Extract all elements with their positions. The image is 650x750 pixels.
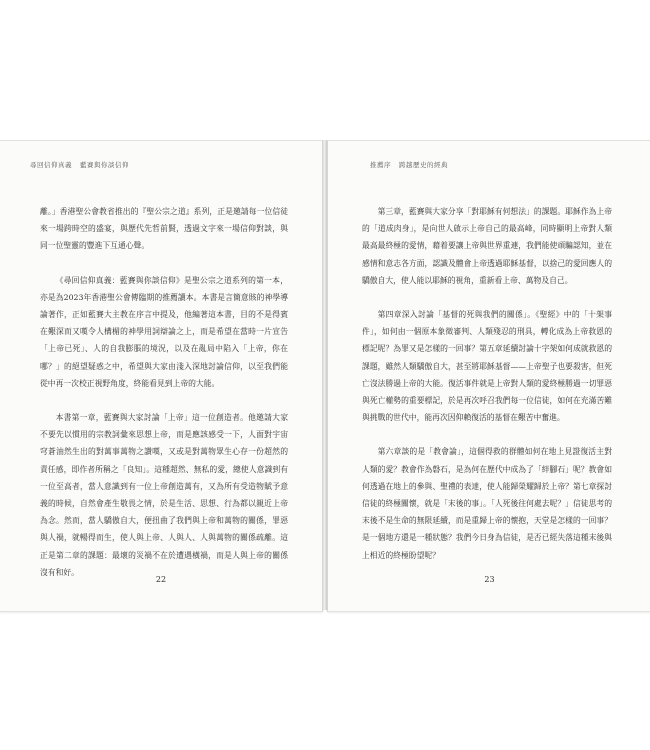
running-head-left: [30, 160, 129, 169]
paragraph: 本書第一章，藍賽與大家討論「上帝」這一位創造者。他邀請大家不要先以慣用的宗教詞彙來思想上帝，而是應該感受一下，人面對宇宙穹蒼油然生出的對萬事萬物之讚嘆，又或是對萬物眾生心存一份超然的責任感，即作者所稱之「良知」。這種超然、無私的愛，總使人意識到有一位至高者，當人意識到有一位上帝創造萬有，又為所有受造物賦予意義的時候，自然會產生敬畏之情，於是生活、思想、行為都以親近上帝為念。然而，當人驕傲自大，便扭曲了我們與上帝和萬物的關係，罪惡與人禍，就暢得而生，使人與上帝、人與人、人與萬物的關係疏離。這正是第二章的課題：最壞的災禍不在於遭遇橫禍，而是人與上帝的關係沒有和好。: [40, 413, 288, 577]
running-head-section: 跨越歷史的經典: [399, 161, 448, 169]
left-page-body: [40, 203, 288, 598]
running-head-book-title: 推薦序: [370, 161, 391, 169]
running-head-right: [370, 160, 448, 169]
page-number: 22: [155, 575, 167, 584]
right-page-body: [362, 203, 612, 581]
paragraph: 第四章深入討論「基督的死與我們的關係」。《聖經》中的「十架事件」，如何由一個原本象徵審判、人類殘忍的刑具，轉化成為上帝救恩的標記呢？為罪又是怎樣的一回事？第五章延續討論十字架如何成就救恩的課題，雖然人類驕傲自大，甚至將耶穌基督——上帝聖子也要殺害，但死亡沒法勝過上帝的大能。復活事件就是上帝對人類的愛終極勝過一切罪惡與死亡權勢的重要標記，於是再次呼召我們每一位信徒，如何在充滿苦難與挑戰的世代中，能再次因仰賴復活的基督在艱苦中奮進。: [362, 310, 612, 423]
paragraph: 第三章，藍賽與大家分享「對耶穌有何想法」的課題。耶穌作為上帝的「道成肉身」，是向世人啟示上帝自己的最高峰，同時顯明上帝對人類最高最終極的愛情，藉着要讓上帝與世界重連，我們能使頑騙認知，並在感情和意志各方面，認識及體會上帝透過耶穌基督，以捨己的愛回應人的驕傲自大，使人能以耶穌的視角，重新看上帝、萬物及自己。: [362, 207, 612, 285]
paragraph: 離。」香港聖公會教省推出的『聖公宗之道』系列，正是邀請每一位信徒來一場跨時空的盛宴，與歷代先哲前賢，透過文字來一場信仰對談，與同一位聖靈的豐進下互通心聲。: [40, 207, 288, 251]
right-page: [327, 140, 650, 612]
running-head-book-title: 尋回信仰真義: [30, 161, 72, 169]
running-head-section: 藍賽與你談信仰: [80, 161, 129, 169]
paragraph: 《尋回信仰真義：藍賽與你談信仰》是聖公宗之道系列的第一本，亦是為2023年香港聖公會傳臨期的推薦讀本。本書是言簡意賅的神學導論著作，正如藍賽大主教在序言中提及，他編著這本書，目的不是得賓在艱深而又嘆令人構楣的神學用詞辯論之上，而是希望在當時一片宣告「上帝已死」、人的自我膨脹的境況，以及在亂局中陷入「上帝，你在哪？」的絕望疑惑之中，希望與大家由淺入深地討論信仰，以至我們能從中再一次校正視野角度，終能看見到上帝的大能。: [40, 275, 288, 388]
page-number: 23: [484, 575, 495, 584]
paragraph: 第六章談的是「教會論」，這個得救的群體如何在地上見證復活主對人類的愛？教會作為磐石，是為何在歷代中成為了「絆腳石」呢？教會如何透過在地上的參與、聖禮的表達，使人能歸榮耀歸於上帝？第七章探討信徒的終極關懷，就是「末後的事」。「人死後往何處去呢？」信徒思考的末後不是生命的無限延續，而是重歸上帝的懷抱，天堂是怎樣的一回事？是一個地方還是一種狀態？我們今日身為信徒，是否已經失落這種末後與上相近的終極盼望呢？: [362, 447, 612, 560]
left-page: [0, 140, 323, 612]
